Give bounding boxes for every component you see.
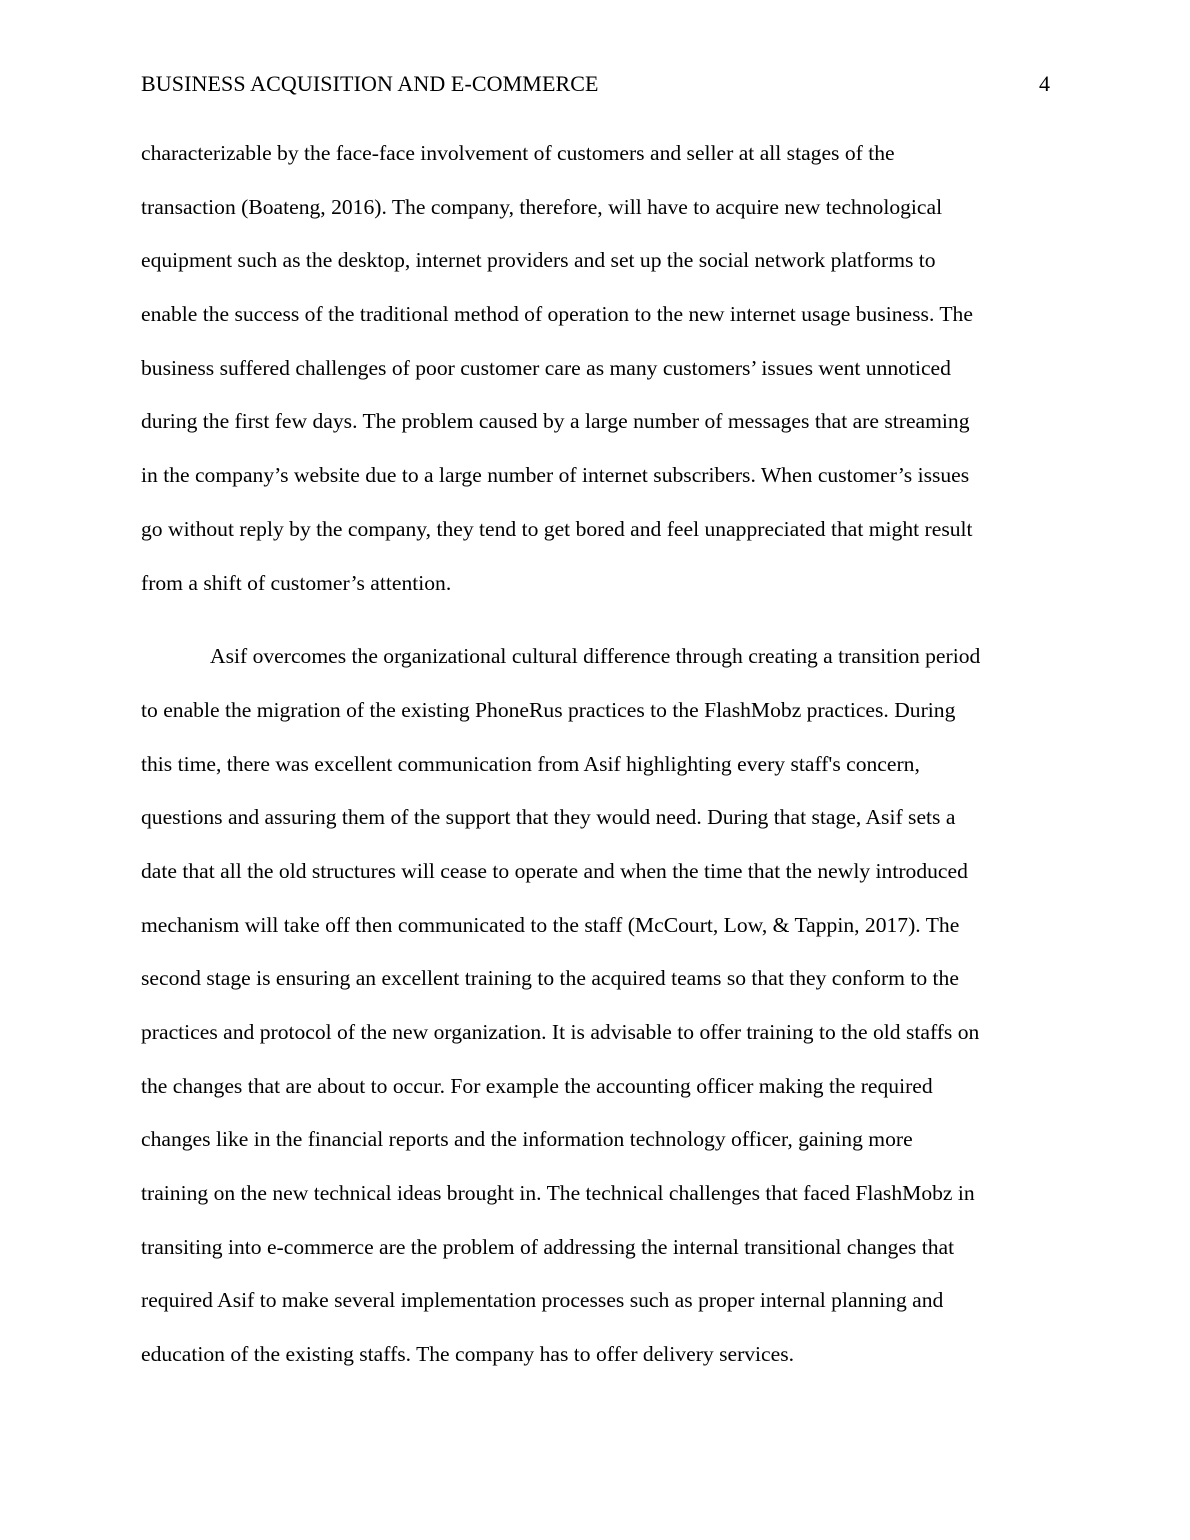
text-line: during the first few days. The problem caused by a large number of messages that are streaming <box>141 409 970 434</box>
text-line: in the company’s website due to a large number of internet subscribers. When customer’s issues <box>141 463 970 488</box>
text-line: equipment such as the desktop, internet providers and set up the social network platforms to <box>141 248 936 273</box>
text-line: training on the new technical ideas brought in. The technical challenges that faced FlashMobz in <box>141 1181 975 1206</box>
text-line: Asif overcomes the organizational cultural difference through creating a transition period <box>210 644 981 669</box>
text-line: second stage is ensuring an excellent training to the acquired teams so that they conform to the <box>141 966 959 991</box>
text-line: questions and assuring them of the support that they would need. During that stage, Asif sets a <box>141 805 956 830</box>
paragraph-2 <box>141 630 1051 1382</box>
text-line: enable the success of the traditional method of operation to the new internet usage business. The <box>141 302 973 327</box>
body-text <box>141 127 1051 1382</box>
page-number: 4 <box>1039 71 1050 96</box>
text-line: transaction (Boateng, 2016). The company, therefore, will have to acquire new technological <box>141 194 943 219</box>
text-line: education of the existing staffs. The company has to offer delivery services. <box>141 1342 795 1367</box>
text-line: from a shift of customer’s attention. <box>141 570 452 595</box>
paragraph-1 <box>141 127 1051 610</box>
text-line: required Asif to make several implementation processes such as proper internal planning and <box>141 1288 944 1313</box>
text-line: mechanism will take off then communicated to the staff (McCourt, Low, & Tappin, 2017). The <box>141 912 960 937</box>
text-line: changes like in the financial reports and the information technology officer, gaining more <box>141 1127 913 1152</box>
text-line: characterizable by the face-face involvement of customers and seller at all stages of the <box>141 141 895 165</box>
text-line: date that all the old structures will cease to operate and when the time that the newly introduced <box>141 858 968 883</box>
paragraph-spacer <box>141 610 1051 630</box>
text-line: go without reply by the company, they tend to get bored and feel unappreciated that might result <box>141 516 973 541</box>
text-line: transiting into e-commerce are the problem of addressing the internal transitional changes that <box>141 1234 955 1259</box>
text-line: to enable the migration of the existing PhoneRus practices to the FlashMobz practices. During <box>141 697 956 722</box>
text-line: practices and protocol of the new organization. It is advisable to offer training to the old staffs on <box>141 1020 980 1044</box>
text-line: this time, there was excellent communication from Asif highlighting every staff's concern, <box>141 751 920 776</box>
running-head: BUSINESS ACQUISITION AND E-COMMERCE <box>141 71 599 96</box>
text-line: business suffered challenges of poor customer care as many customers’ issues went unnoticed <box>141 355 951 380</box>
text-line: the changes that are about to occur. For example the accounting officer making the required <box>141 1073 933 1098</box>
